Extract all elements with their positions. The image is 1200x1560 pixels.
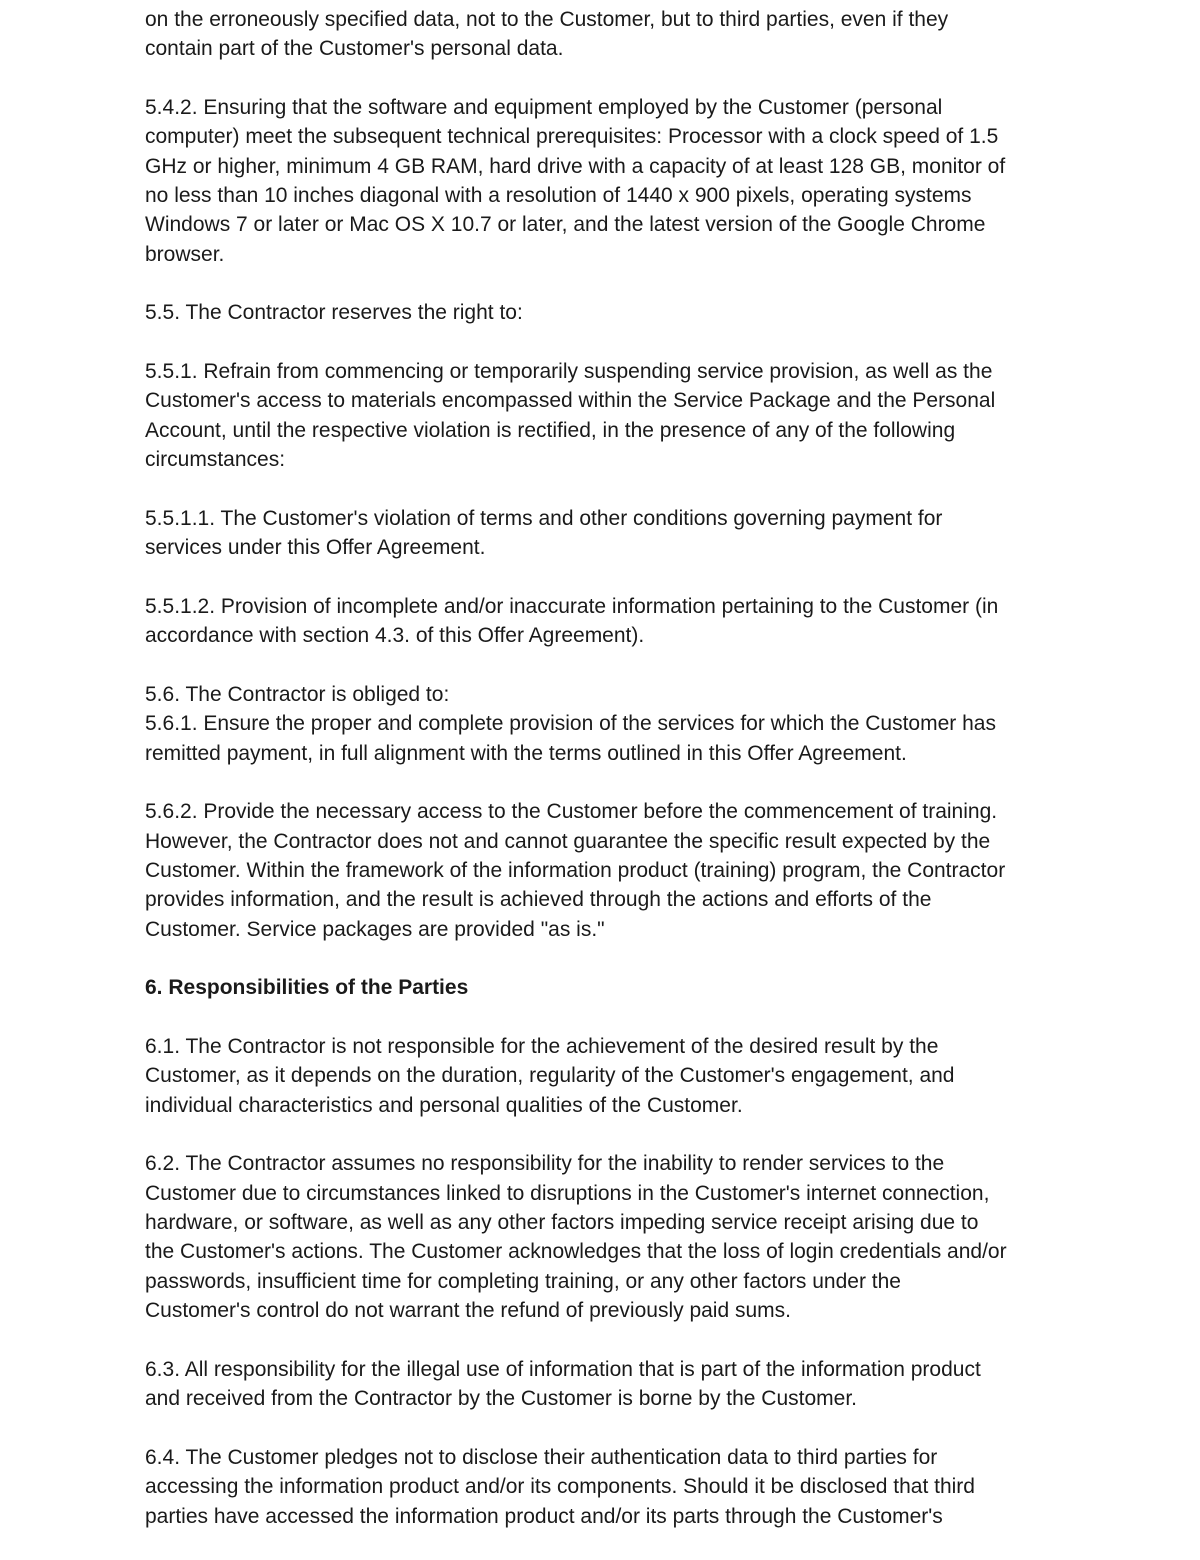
paragraph-line: 5.6. The Contractor is obliged to:: [145, 682, 450, 706]
paragraph-line: 5.5. The Contractor reserves the right to:: [145, 301, 523, 325]
paragraph-line: accordance with section 4.3. of this Offer Agreement).: [145, 624, 645, 648]
clause-paragraph-5-6: [145, 680, 1105, 709]
paragraph-line: Windows 7 or later or Mac OS X 10.7 or later, and the latest version of the Google Chrome: [145, 213, 986, 237]
paragraph-line: Customer. Service packages are provided "as is.": [145, 917, 605, 941]
paragraph-line: 6.4. The Customer pledges not to disclose their authentication data to third parties for: [145, 1445, 938, 1469]
paragraph-line: However, the Contractor does not and cannot guarantee the specific result expected by the: [145, 829, 991, 853]
paragraph-line: hardware, or software, as well as any other factors impeding service receipt arising due to: [145, 1211, 979, 1235]
paragraph-line: 6.2. The Contractor assumes no responsibility for the inability to render services to the: [145, 1152, 945, 1176]
paragraph-line: 5.5.1.2. Provision of incomplete and/or inaccurate information pertaining to the Customer (in: [145, 594, 999, 618]
paragraph-line: 5.5.1. Refrain from commencing or temporarily suspending service provision, as well as the: [145, 360, 993, 384]
clause-paragraph-5-6-1: [145, 709, 1105, 768]
clause-paragraph-6-4: [145, 1443, 1105, 1531]
paragraph-line: circumstances:: [145, 448, 286, 472]
clause-paragraph-5-6-2: [145, 797, 1105, 944]
clause-paragraph-6-1: [145, 1032, 1105, 1120]
paragraph-line: Customer, as it depends on the duration, regularity of the Customer's engagement, and: [145, 1064, 955, 1088]
document-page: [145, 5, 1105, 1560]
clause-paragraph-6-2: [145, 1149, 1105, 1325]
paragraph-line: Account, until the respective violation is rectified, in the presence of any of the following: [145, 418, 956, 442]
paragraph-line: parties have accessed the information product and/or its parts through the Customer's: [145, 1504, 943, 1528]
paragraph-line: Customer. Within the framework of the information product (training) program, the Contractor: [145, 858, 1006, 882]
paragraph-line: 5.4.2. Ensuring that the software and equipment employed by the Customer (personal: [145, 96, 943, 120]
clause-paragraph-6-3: [145, 1355, 1105, 1414]
paragraph-line: passwords, insufficient time for completing training, or any other factors under the: [145, 1269, 901, 1293]
clause-paragraph-5-5-1: [145, 357, 1105, 474]
paragraph-line: individual characteristics and personal qualities of the Customer.: [145, 1093, 743, 1117]
paragraph-line: browser.: [145, 242, 225, 266]
paragraph-line: Customer due to circumstances linked to disruptions in the Customer's internet connection,: [145, 1181, 990, 1205]
paragraph-line: 5.6.2. Provide the necessary access to the Customer before the commencement of training.: [145, 800, 998, 824]
section-heading: [145, 973, 1105, 1002]
paragraph-line: remitted payment, in full alignment with the terms outlined in this Offer Agreement.: [145, 741, 907, 765]
paragraph-line: no less than 10 inches diagonal with a resolution of 1440 x 900 pixels, operating systems: [145, 184, 972, 208]
paragraph-line: 5.6.1. Ensure the proper and complete provision of the services for which the Customer has: [145, 712, 996, 736]
paragraph-line: GHz or higher, minimum 4 GB RAM, hard drive with a capacity of at least 128 GB, monitor of: [145, 154, 1006, 178]
paragraph-line: computer) meet the subsequent technical prerequisites: Processor with a clock speed of 1.5: [145, 125, 999, 149]
paragraph-line: on the erroneously specified data, not to the Customer, but to third parties, even if they: [145, 8, 949, 31]
clause-paragraph-5-5-1-2: [145, 592, 1105, 651]
clause-paragraph-5-4-2: [145, 93, 1105, 269]
paragraph-line: provides information, and the result is achieved through the actions and efforts of the: [145, 888, 932, 912]
clause-paragraph-5-5: [145, 298, 1105, 327]
paragraph-line: Customer's access to materials encompassed within the Service Package and the Personal: [145, 389, 996, 413]
clause-paragraph-cont-5-4-1: [145, 5, 1105, 64]
paragraph-line: contain part of the Customer's personal data.: [145, 37, 564, 61]
paragraph-line: and received from the Contractor by the Customer is borne by the Customer.: [145, 1387, 858, 1411]
paragraph-line: accessing the information product and/or its components. Should it be disclosed that third: [145, 1475, 975, 1499]
paragraph-line: the Customer's actions. The Customer acknowledges that the loss of login credentials and/or: [145, 1240, 1007, 1264]
section-heading-text: 6. Responsibilities of the Parties: [145, 976, 469, 1000]
paragraph-line: 5.5.1.1. The Customer's violation of terms and other conditions governing payment for: [145, 506, 943, 530]
paragraph-line: 6.3. All responsibility for the illegal use of information that is part of the information product: [145, 1357, 981, 1381]
paragraph-line: services under this Offer Agreement.: [145, 536, 486, 560]
paragraph-line: Customer's control do not warrant the refund of previously paid sums.: [145, 1299, 791, 1323]
paragraph-line: 6.1. The Contractor is not responsible for the achievement of the desired result by the: [145, 1035, 939, 1059]
clause-paragraph-5-5-1-1: [145, 504, 1105, 563]
